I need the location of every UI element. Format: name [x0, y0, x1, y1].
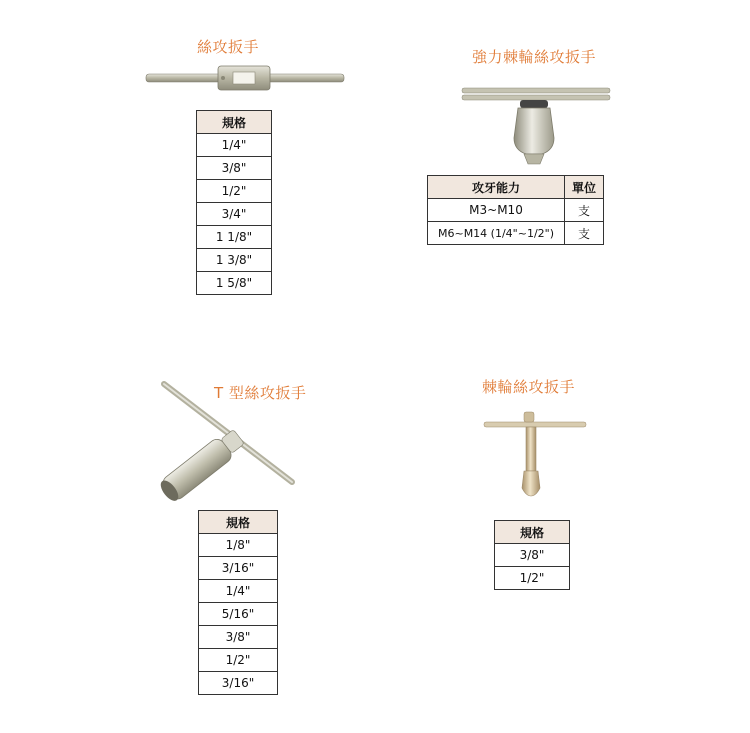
table-cell: 1/4": [197, 134, 272, 157]
table-header: 單位: [565, 176, 604, 199]
table-header: 攻牙能力: [428, 176, 565, 199]
table-cell: 支: [565, 199, 604, 222]
table-header: 規格: [495, 521, 570, 544]
table-cell: 1 3/8": [197, 249, 272, 272]
table-cell: 支: [565, 222, 604, 245]
table-header: 規格: [197, 111, 272, 134]
table-cell: 1/4": [199, 580, 278, 603]
ratchet-t-wrench-icon: [480, 408, 590, 500]
table-cell: 3/16": [199, 557, 278, 580]
table-cell: M3~M10: [428, 199, 565, 222]
table-cell: 1 1/8": [197, 226, 272, 249]
table-cell: 3/8": [199, 626, 278, 649]
product-title: 強力棘輪絲攻扳手: [472, 48, 597, 66]
table-cell: 1/8": [199, 534, 278, 557]
spec-table: [427, 175, 604, 245]
product-title: 絲攻扳手: [197, 38, 260, 56]
table-cell: 3/4": [197, 203, 272, 226]
table-cell: 3/8": [197, 157, 272, 180]
t-handle-tap-wrench-icon: [150, 378, 310, 503]
table-header: 規格: [199, 511, 278, 534]
ratchet-tap-wrench-icon: [456, 78, 616, 168]
table-cell: M6~M14 (1/4"~1/2"): [428, 222, 565, 245]
table-cell: 1/2": [197, 180, 272, 203]
product-title: T 型絲攻扳手: [214, 384, 307, 402]
table-cell: 3/16": [199, 672, 278, 695]
table-cell: 1/2": [199, 649, 278, 672]
spec-table: [198, 510, 278, 695]
table-cell: 5/16": [199, 603, 278, 626]
table-cell: 1/2": [495, 567, 570, 590]
spec-table: [196, 110, 272, 295]
tap-wrench-icon: [140, 60, 350, 96]
product-title: 棘輪絲攻扳手: [482, 378, 576, 396]
table-cell: 3/8": [495, 544, 570, 567]
table-cell: 1 5/8": [197, 272, 272, 295]
spec-table: [494, 520, 570, 590]
